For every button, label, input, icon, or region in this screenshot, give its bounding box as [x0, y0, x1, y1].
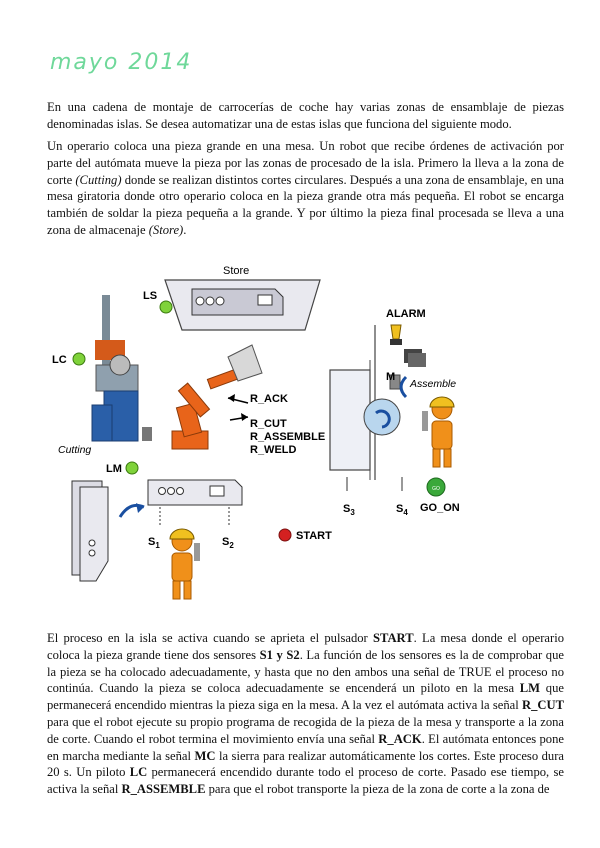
r-cut-label: R_CUT	[250, 418, 287, 430]
r-ack-term: R_ACK	[378, 731, 422, 746]
s3-label: $S_3$	[343, 503, 355, 517]
r-weld-label: R_WELD	[250, 444, 297, 456]
operation-paragraph: El proceso en la isla se activa cuando se aprieta el pulsador START. La mesa donde el operario coloca la pieza grande tiene dos sensores S1 y S2. La función de los sensores es la de comprobar que la pieza se ha colocado adecuadamente, y hasta que no den ambos una señal de TRUE el proceso no continúa. Cuando la pieza se coloca adecuadamente se encenderá un piloto en la mesa LM que permanecerá encendido mientras la pieza siga en la mesa. A la vez el autómata activa la señal R_CUT para que el robot ejecute su propio programa de recogida de la pieza de la mesa y transporte a la zona de corte. Cuando el robot termina el movimiento envía una señal R_ACK. El autómata entonces pone en marcha mediante la señal MC la sierra para realizar automáticamente los cortes. Este proceso dura 20 s. Un piloto LC permanecerá encendido durante todo el proceso de corte. Pasado ese tiempo, se activa la señal R_ASSEMBLE para que el robot transporte la pieza de la zona de corte a la zona de	[47, 631, 565, 797]
assembly-operator	[422, 397, 454, 467]
store-label: Store	[223, 265, 250, 277]
go-button-text: GO	[432, 486, 440, 492]
assemble-label: Assemble	[410, 378, 457, 390]
p2-text-a: Un operario coloca una pieza grande en una mesa. Un robot que recibe órdenes de activación por parte del autómata mueve la pieza por las zonas de procesado de la isla. Primero la lleva a la zona de corte	[47, 139, 564, 187]
p2-text-c: .	[183, 222, 187, 237]
process-paragraph	[47, 138, 564, 239]
lm-pilot-light	[126, 462, 138, 474]
s2-label: $S_2$	[222, 536, 234, 550]
s2-subscript: 2	[229, 541, 234, 550]
page-title: mayo 2014	[50, 50, 193, 75]
lm-label: LM	[106, 463, 122, 475]
s1-subscript: 1	[155, 541, 160, 550]
alarm-label: ALARM	[386, 308, 426, 320]
start-term: START	[372, 631, 414, 645]
lc-term: LC	[129, 765, 148, 780]
r-ack-label: R_ACK	[250, 393, 288, 405]
p2-store: (Store)	[148, 222, 184, 237]
lm-term: LM	[519, 681, 541, 696]
robot-arm	[172, 345, 262, 449]
rotary-table	[330, 325, 400, 480]
mc-term: MC	[194, 748, 216, 763]
lc-label: LC	[52, 354, 67, 366]
lc-pilot-light	[73, 353, 85, 365]
s4-subscript: 4	[403, 508, 408, 517]
start-label: START	[296, 530, 332, 542]
m-label: M	[386, 371, 396, 383]
input-operator	[170, 529, 200, 599]
small-piece-stack	[404, 349, 426, 367]
p2-cutting: (Cutting)	[75, 172, 122, 187]
intro-paragraph: En una cadena de montaje de carrocerías de coche hay varias zonas de ensamblaje de piezas denominadas islas. Se desea automatizar una de estas islas que funciona del siguiente modo.	[47, 100, 564, 131]
p2-text-b: donde se realizan distintos cortes circulares. Después a una zona de ensamblaje, en una mesa giratoria donde otro operario coloca en la pieza grande otra más pequeña. El robot se encarga también de soldar la pieza pequeña a la grande. Y por último la pieza final procesada se lleva a una zona de almacenaje	[47, 172, 564, 237]
workpiece-stack	[72, 481, 108, 581]
s4-label: $S_4$	[396, 503, 408, 517]
s1-label: $S_1$	[148, 536, 160, 550]
r-assemble-term: R_ASSEMBLE	[121, 782, 206, 797]
ls-label: LS	[143, 290, 158, 302]
r-assemble-label: R_ASSEMBLE	[250, 431, 326, 443]
assembly-island-diagram	[30, 255, 570, 620]
start-button[interactable]	[279, 529, 291, 541]
cutting-label: Cutting	[58, 444, 92, 456]
s3-subscript: 3	[350, 508, 355, 517]
r-cut-term: R_CUT	[522, 698, 564, 713]
input-table	[148, 480, 242, 505]
alarm-light	[391, 325, 401, 339]
cutting-machine	[92, 295, 152, 441]
go-on-label: GO_ON	[420, 502, 460, 514]
s1-s2-term: S1 y S2	[259, 647, 300, 662]
store-tray	[165, 280, 320, 330]
ls-pilot-light	[160, 301, 172, 313]
